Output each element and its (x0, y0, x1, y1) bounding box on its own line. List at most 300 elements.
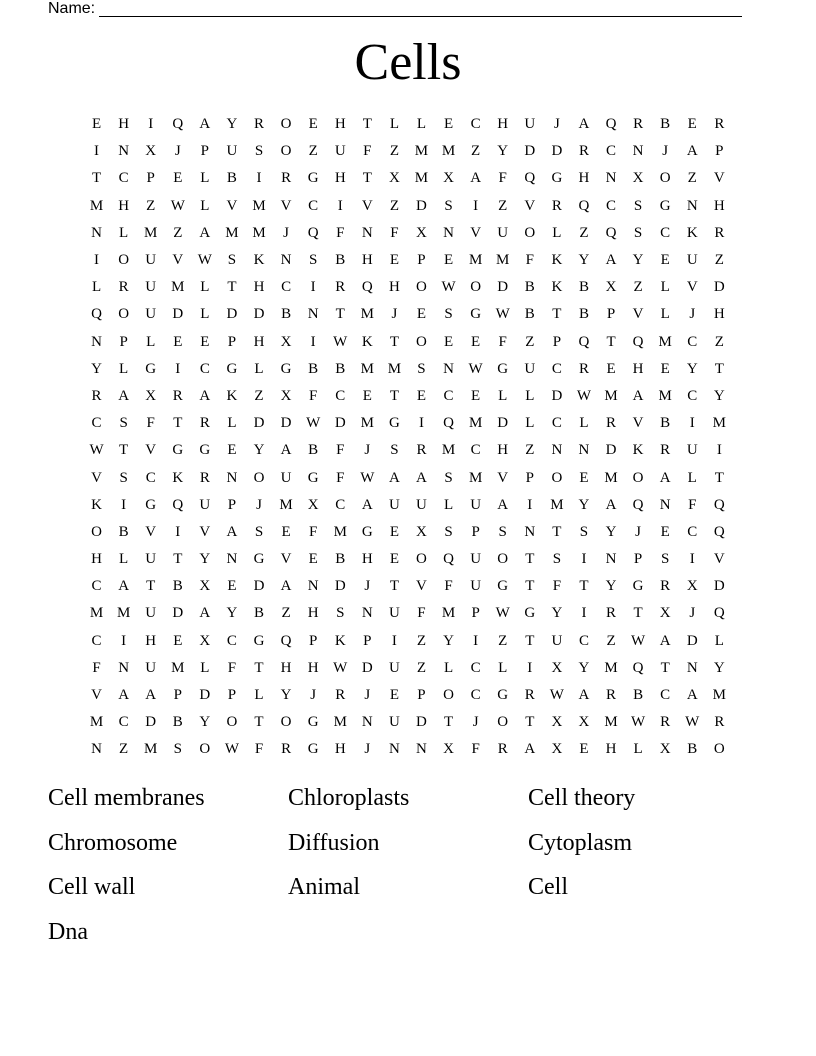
grid-letter[interactable]: H (145, 632, 157, 649)
grid-letter[interactable]: U (145, 252, 157, 269)
grid-letter[interactable]: R (714, 224, 725, 241)
grid-letter[interactable]: C (226, 632, 237, 649)
grid-letter[interactable]: A (416, 469, 427, 486)
grid-letter[interactable]: S (661, 551, 670, 568)
grid-letter[interactable]: V (199, 523, 211, 540)
grid-letter[interactable]: O (443, 687, 454, 704)
grid-letter[interactable]: W (495, 306, 510, 323)
grid-letter[interactable]: D (497, 279, 509, 296)
grid-letter[interactable]: G (659, 197, 671, 214)
grid-letter[interactable]: J (689, 605, 696, 622)
grid-letter[interactable]: K (551, 279, 563, 296)
grid-letter[interactable]: E (173, 333, 183, 350)
grid-letter[interactable]: M (441, 605, 456, 622)
grid-letter[interactable]: G (497, 687, 509, 704)
grid-letter[interactable]: F (552, 578, 562, 595)
grid-letter[interactable]: G (280, 360, 292, 377)
grid-letter[interactable]: M (604, 387, 618, 404)
grid-letter[interactable]: D (497, 415, 509, 432)
grid-letter[interactable]: R (551, 197, 562, 214)
grid-letter[interactable]: A (226, 523, 238, 540)
grid-letter[interactable]: R (578, 143, 589, 160)
grid-letter[interactable]: P (173, 687, 182, 704)
grid-letter[interactable]: X (145, 143, 157, 160)
grid-letter[interactable]: N (686, 197, 698, 214)
grid-letter[interactable]: C (145, 469, 156, 486)
grid-letter[interactable]: H (388, 279, 400, 296)
grid-letter[interactable]: E (389, 252, 399, 269)
grid-letter[interactable]: U (145, 659, 157, 676)
grid-letter[interactable]: C (91, 632, 102, 649)
grid-letter[interactable]: T (254, 714, 264, 731)
grid-letter[interactable]: M (360, 360, 374, 377)
grid-letter[interactable]: P (200, 143, 210, 160)
grid-letter[interactable]: E (200, 333, 210, 350)
grid-letter[interactable]: E (443, 252, 454, 269)
grid-letter[interactable]: S (254, 523, 264, 540)
grid-letter[interactable]: Z (308, 143, 318, 160)
grid-letter[interactable]: L (443, 659, 454, 676)
grid-letter[interactable]: A (605, 496, 617, 513)
grid-letter[interactable]: W (197, 252, 212, 269)
grid-letter[interactable]: M (279, 496, 293, 513)
grid-letter[interactable]: W (631, 632, 646, 649)
grid-letter[interactable]: N (361, 224, 373, 241)
grid-letter[interactable]: M (604, 469, 618, 486)
grid-letter[interactable]: L (525, 387, 535, 404)
grid-letter[interactable]: Q (443, 415, 454, 432)
grid-letter[interactable]: M (252, 197, 266, 214)
grid-letter[interactable]: H (280, 659, 292, 676)
grid-letter[interactable]: A (280, 578, 292, 595)
grid-letter[interactable]: Q (605, 116, 617, 133)
grid-letter[interactable]: Q (713, 496, 725, 513)
grid-letter[interactable]: I (148, 116, 154, 133)
grid-letter[interactable]: M (387, 360, 402, 377)
grid-letter[interactable]: A (199, 605, 211, 622)
grid-letter[interactable]: U (145, 279, 157, 296)
grid-letter[interactable]: V (632, 306, 644, 323)
grid-letter[interactable]: C (443, 387, 454, 404)
grid-letter[interactable]: L (660, 306, 670, 323)
grid-letter[interactable]: W (631, 714, 646, 731)
grid-letter[interactable]: B (660, 116, 671, 133)
grid-letter[interactable]: L (498, 387, 508, 404)
grid-letter[interactable]: H (91, 551, 102, 568)
grid-letter[interactable]: P (552, 333, 562, 350)
grid-letter[interactable]: I (473, 632, 479, 649)
grid-letter[interactable]: I (527, 659, 533, 676)
grid-letter[interactable]: F (525, 252, 534, 269)
grid-letter[interactable]: Q (361, 279, 373, 296)
grid-letter[interactable]: U (416, 496, 427, 513)
grid-letter[interactable]: S (552, 551, 562, 568)
grid-letter[interactable]: X (632, 170, 644, 187)
grid-letter[interactable]: J (364, 687, 371, 704)
grid-letter[interactable]: N (361, 605, 373, 622)
grid-letter[interactable]: L (254, 360, 264, 377)
grid-letter[interactable]: Z (579, 224, 589, 241)
grid-letter[interactable]: Y (226, 605, 238, 622)
grid-letter[interactable]: S (417, 360, 426, 377)
grid-letter[interactable]: N (605, 551, 617, 568)
grid-letter[interactable]: X (686, 578, 698, 595)
grid-letter[interactable]: G (551, 170, 563, 187)
grid-letter[interactable]: P (417, 687, 426, 704)
grid-letter[interactable]: X (416, 224, 427, 241)
grid-letter[interactable]: O (253, 469, 265, 486)
grid-letter[interactable]: M (441, 442, 456, 459)
grid-letter[interactable]: O (226, 714, 238, 731)
grid-letter[interactable]: B (254, 605, 265, 622)
grid-letter[interactable]: S (633, 197, 643, 214)
grid-letter[interactable]: H (307, 605, 319, 622)
grid-letter[interactable]: U (388, 659, 400, 676)
grid-letter[interactable]: Q (307, 224, 319, 241)
grid-letter[interactable]: E (389, 551, 399, 568)
grid-letter[interactable]: D (172, 605, 184, 622)
grid-letter[interactable]: H (253, 333, 265, 350)
grid-letter[interactable]: Z (281, 605, 291, 622)
grid-letter[interactable]: C (578, 632, 589, 649)
grid-letter[interactable]: R (578, 360, 589, 377)
grid-letter[interactable]: F (92, 659, 101, 676)
grid-letter[interactable]: F (254, 741, 264, 758)
grid-letter[interactable]: I (310, 333, 316, 350)
grid-letter[interactable]: U (145, 605, 157, 622)
grid-letter[interactable]: O (713, 741, 725, 758)
grid-letter[interactable]: J (391, 306, 398, 323)
grid-letter[interactable]: C (118, 170, 129, 187)
grid-letter[interactable]: E (443, 333, 454, 350)
grid-letter[interactable]: D (334, 578, 346, 595)
grid-letter[interactable]: K (226, 387, 238, 404)
grid-letter[interactable]: N (659, 496, 671, 513)
grid-letter[interactable]: L (633, 741, 643, 758)
grid-letter[interactable]: R (606, 687, 617, 704)
grid-letter[interactable]: Z (714, 252, 724, 269)
grid-letter[interactable]: C (470, 687, 481, 704)
grid-letter[interactable]: O (416, 551, 427, 568)
grid-letter[interactable]: G (632, 578, 644, 595)
grid-letter[interactable]: A (659, 469, 671, 486)
grid-letter[interactable]: C (91, 415, 102, 432)
grid-letter[interactable]: X (551, 659, 563, 676)
grid-letter[interactable]: I (94, 252, 100, 269)
grid-letter[interactable]: E (362, 387, 372, 404)
grid-letter[interactable]: Z (714, 333, 724, 350)
grid-letter[interactable]: Z (498, 197, 508, 214)
grid-letter[interactable]: M (225, 224, 239, 241)
grid-letter[interactable]: U (686, 442, 698, 459)
grid-letter[interactable]: V (713, 170, 725, 187)
grid-letter[interactable]: D (551, 387, 563, 404)
grid-letter[interactable]: A (118, 578, 130, 595)
grid-letter[interactable]: S (444, 523, 453, 540)
grid-letter[interactable]: M (171, 659, 185, 676)
grid-letter[interactable]: X (605, 279, 617, 296)
grid-letter[interactable]: L (552, 224, 562, 241)
grid-letter[interactable]: D (253, 306, 265, 323)
grid-letter[interactable]: F (227, 659, 237, 676)
grid-letter[interactable]: O (416, 333, 427, 350)
grid-letter[interactable]: C (606, 143, 617, 160)
grid-letter[interactable]: B (308, 360, 319, 377)
grid-letter[interactable]: B (578, 306, 589, 323)
grid-letter[interactable]: I (94, 143, 100, 160)
grid-letter[interactable]: Z (173, 224, 183, 241)
grid-letter[interactable]: C (551, 360, 562, 377)
grid-letter[interactable]: R (335, 687, 346, 704)
grid-letter[interactable]: L (200, 306, 210, 323)
grid-letter[interactable]: A (578, 116, 590, 133)
grid-letter[interactable]: N (361, 714, 373, 731)
grid-letter[interactable]: O (280, 714, 292, 731)
grid-letter[interactable]: V (145, 523, 157, 540)
grid-letter[interactable]: Z (389, 197, 399, 214)
grid-letter[interactable]: Q (443, 551, 454, 568)
grid-letter[interactable]: Z (687, 170, 697, 187)
grid-letter[interactable]: D (253, 578, 265, 595)
grid-letter[interactable]: Q (713, 605, 725, 622)
grid-letter[interactable]: D (605, 442, 617, 459)
grid-letter[interactable]: S (336, 605, 345, 622)
grid-letter[interactable]: L (227, 415, 237, 432)
grid-letter[interactable]: G (361, 523, 373, 540)
grid-letter[interactable]: P (471, 605, 480, 622)
grid-letter[interactable]: S (633, 224, 643, 241)
grid-letter[interactable]: L (254, 687, 264, 704)
grid-letter[interactable]: N (91, 741, 102, 758)
grid-letter[interactable]: Y (578, 659, 590, 676)
grid-letter[interactable]: M (89, 605, 104, 622)
grid-letter[interactable]: H (578, 170, 590, 187)
grid-letter[interactable]: L (200, 197, 210, 214)
grid-letter[interactable]: W (224, 741, 240, 758)
grid-letter[interactable]: T (389, 333, 399, 350)
grid-letter[interactable]: L (660, 279, 670, 296)
grid-letter[interactable]: L (200, 170, 210, 187)
grid-letter[interactable]: J (174, 143, 181, 160)
grid-letter[interactable]: C (660, 687, 671, 704)
grid-letter[interactable]: U (524, 360, 536, 377)
grid-letter[interactable]: R (416, 442, 427, 459)
grid-letter[interactable]: J (364, 578, 371, 595)
grid-letter[interactable]: L (91, 279, 102, 296)
grid-letter[interactable]: P (606, 306, 616, 323)
grid-letter[interactable]: G (497, 578, 509, 595)
grid-letter[interactable]: T (606, 333, 616, 350)
grid-letter[interactable]: Q (713, 523, 725, 540)
grid-letter[interactable]: Y (443, 632, 454, 649)
grid-letter[interactable]: S (173, 741, 182, 758)
grid-letter[interactable]: X (443, 170, 454, 187)
grid-letter[interactable]: V (470, 224, 482, 241)
grid-letter[interactable]: O (199, 741, 211, 758)
grid-letter[interactable]: M (550, 496, 564, 513)
grid-letter[interactable]: E (579, 469, 589, 486)
grid-letter[interactable]: Q (578, 197, 590, 214)
grid-letter[interactable]: H (334, 116, 346, 133)
grid-letter[interactable]: R (281, 741, 292, 758)
grid-letter[interactable]: A (388, 469, 400, 486)
grid-letter[interactable]: P (471, 523, 480, 540)
grid-letter[interactable]: I (121, 632, 127, 649)
grid-letter[interactable]: S (579, 523, 589, 540)
grid-letter[interactable]: Z (416, 659, 427, 676)
grid-letter[interactable]: B (524, 279, 535, 296)
grid-letter[interactable]: N (443, 224, 454, 241)
grid-letter[interactable]: Y (226, 116, 238, 133)
grid-letter[interactable]: H (334, 170, 346, 187)
grid-letter[interactable]: E (281, 523, 291, 540)
grid-letter[interactable]: A (605, 252, 617, 269)
grid-letter[interactable]: B (524, 306, 535, 323)
grid-letter[interactable]: D (145, 714, 157, 731)
grid-letter[interactable]: S (498, 523, 507, 540)
grid-letter[interactable]: I (689, 415, 695, 432)
grid-letter[interactable]: F (498, 170, 507, 187)
grid-letter[interactable]: P (227, 333, 237, 350)
grid-letter[interactable]: M (604, 714, 618, 731)
grid-letter[interactable]: C (687, 387, 698, 404)
grid-letter[interactable]: V (91, 687, 102, 704)
grid-letter[interactable]: L (389, 116, 399, 133)
grid-letter[interactable]: E (227, 442, 237, 459)
grid-letter[interactable]: D (280, 415, 292, 432)
grid-letter[interactable]: M (658, 333, 672, 350)
grid-letter[interactable]: A (524, 741, 536, 758)
grid-letter[interactable]: G (172, 442, 184, 459)
grid-letter[interactable]: O (280, 143, 292, 160)
grid-letter[interactable]: H (361, 551, 373, 568)
grid-letter[interactable]: C (660, 224, 671, 241)
grid-letter[interactable]: W (495, 605, 510, 622)
grid-letter[interactable]: W (576, 387, 592, 404)
grid-letter[interactable]: S (254, 143, 264, 160)
grid-letter[interactable]: X (659, 741, 671, 758)
grid-letter[interactable]: T (579, 578, 589, 595)
grid-letter[interactable]: F (444, 578, 453, 595)
grid-letter[interactable]: I (527, 496, 533, 513)
grid-letter[interactable]: X (307, 496, 319, 513)
grid-letter[interactable]: M (89, 714, 104, 731)
grid-letter[interactable]: U (470, 496, 482, 513)
grid-letter[interactable]: C (199, 360, 210, 377)
grid-letter[interactable]: O (118, 306, 130, 323)
grid-letter[interactable]: E (308, 116, 318, 133)
grid-letter[interactable]: P (227, 687, 237, 704)
grid-letter[interactable]: T (443, 714, 454, 731)
grid-letter[interactable]: W (441, 279, 456, 296)
grid-letter[interactable]: A (470, 170, 482, 187)
grid-letter[interactable]: G (307, 741, 319, 758)
grid-letter[interactable]: U (388, 714, 400, 731)
grid-letter[interactable]: G (307, 714, 319, 731)
grid-letter[interactable]: Q (605, 224, 617, 241)
grid-letter[interactable]: X (388, 170, 400, 187)
grid-letter[interactable]: R (254, 116, 265, 133)
grid-letter[interactable]: E (416, 306, 427, 323)
grid-letter[interactable]: J (364, 741, 371, 758)
grid-letter[interactable]: B (281, 306, 292, 323)
grid-letter[interactable]: D (199, 687, 211, 704)
grid-letter[interactable]: O (497, 714, 509, 731)
grid-letter[interactable]: D (226, 306, 238, 323)
grid-letter[interactable]: T (173, 551, 183, 568)
grid-letter[interactable]: P (227, 496, 237, 513)
grid-letter[interactable]: N (443, 360, 454, 377)
grid-letter[interactable]: T (525, 632, 535, 649)
grid-letter[interactable]: Z (525, 442, 535, 459)
grid-letter[interactable]: M (252, 224, 266, 241)
grid-letter[interactable]: N (551, 442, 563, 459)
grid-letter[interactable]: J (283, 224, 289, 241)
grid-letter[interactable]: V (280, 551, 292, 568)
grid-letter[interactable]: G (145, 496, 157, 513)
grid-letter[interactable]: W (333, 333, 348, 350)
grid-letter[interactable]: T (146, 578, 156, 595)
grid-letter[interactable]: A (497, 496, 509, 513)
grid-letter[interactable]: H (361, 252, 373, 269)
grid-letter[interactable]: C (470, 442, 481, 459)
grid-letter[interactable]: K (334, 632, 346, 649)
grid-letter[interactable]: Z (606, 632, 616, 649)
grid-letter[interactable]: B (226, 170, 237, 187)
grid-letter[interactable]: O (524, 224, 536, 241)
grid-letter[interactable]: J (256, 496, 262, 513)
grid-letter[interactable]: X (145, 387, 157, 404)
grid-letter[interactable]: N (226, 469, 238, 486)
grid-letter[interactable]: V (226, 197, 238, 214)
grid-letter[interactable]: I (391, 632, 397, 649)
grid-letter[interactable]: P (715, 143, 724, 160)
grid-letter[interactable]: R (118, 279, 129, 296)
grid-letter[interactable]: U (145, 551, 157, 568)
grid-letter[interactable]: W (549, 687, 564, 704)
grid-letter[interactable]: N (280, 252, 292, 269)
grid-letter[interactable]: J (310, 687, 317, 704)
grid-letter[interactable]: M (360, 415, 374, 432)
grid-letter[interactable]: O (118, 252, 130, 269)
grid-letter[interactable]: F (308, 523, 318, 540)
grid-letter[interactable]: Y (713, 387, 725, 404)
grid-letter[interactable]: V (524, 197, 536, 214)
grid-letter[interactable]: T (525, 578, 535, 595)
grid-letter[interactable]: W (468, 360, 483, 377)
grid-letter[interactable]: U (145, 306, 157, 323)
grid-letter[interactable]: B (687, 741, 698, 758)
grid-letter[interactable]: S (444, 469, 453, 486)
grid-letter[interactable]: L (200, 279, 210, 296)
grid-letter[interactable]: N (226, 551, 238, 568)
grid-letter[interactable]: C (335, 387, 346, 404)
grid-letter[interactable]: T (714, 360, 724, 377)
grid-letter[interactable]: I (121, 496, 127, 513)
grid-letter[interactable]: T (389, 387, 399, 404)
grid-letter[interactable]: G (524, 605, 536, 622)
grid-letter[interactable]: W (170, 197, 185, 214)
grid-letter[interactable]: M (171, 279, 185, 296)
grid-letter[interactable]: M (144, 224, 158, 241)
grid-letter[interactable]: U (388, 605, 400, 622)
grid-letter[interactable]: J (553, 116, 560, 133)
grid-letter[interactable]: M (333, 714, 347, 731)
grid-letter[interactable]: G (388, 415, 400, 432)
grid-letter[interactable]: H (713, 306, 725, 323)
grid-letter[interactable]: Y (280, 687, 292, 704)
grid-letter[interactable]: M (414, 143, 429, 160)
